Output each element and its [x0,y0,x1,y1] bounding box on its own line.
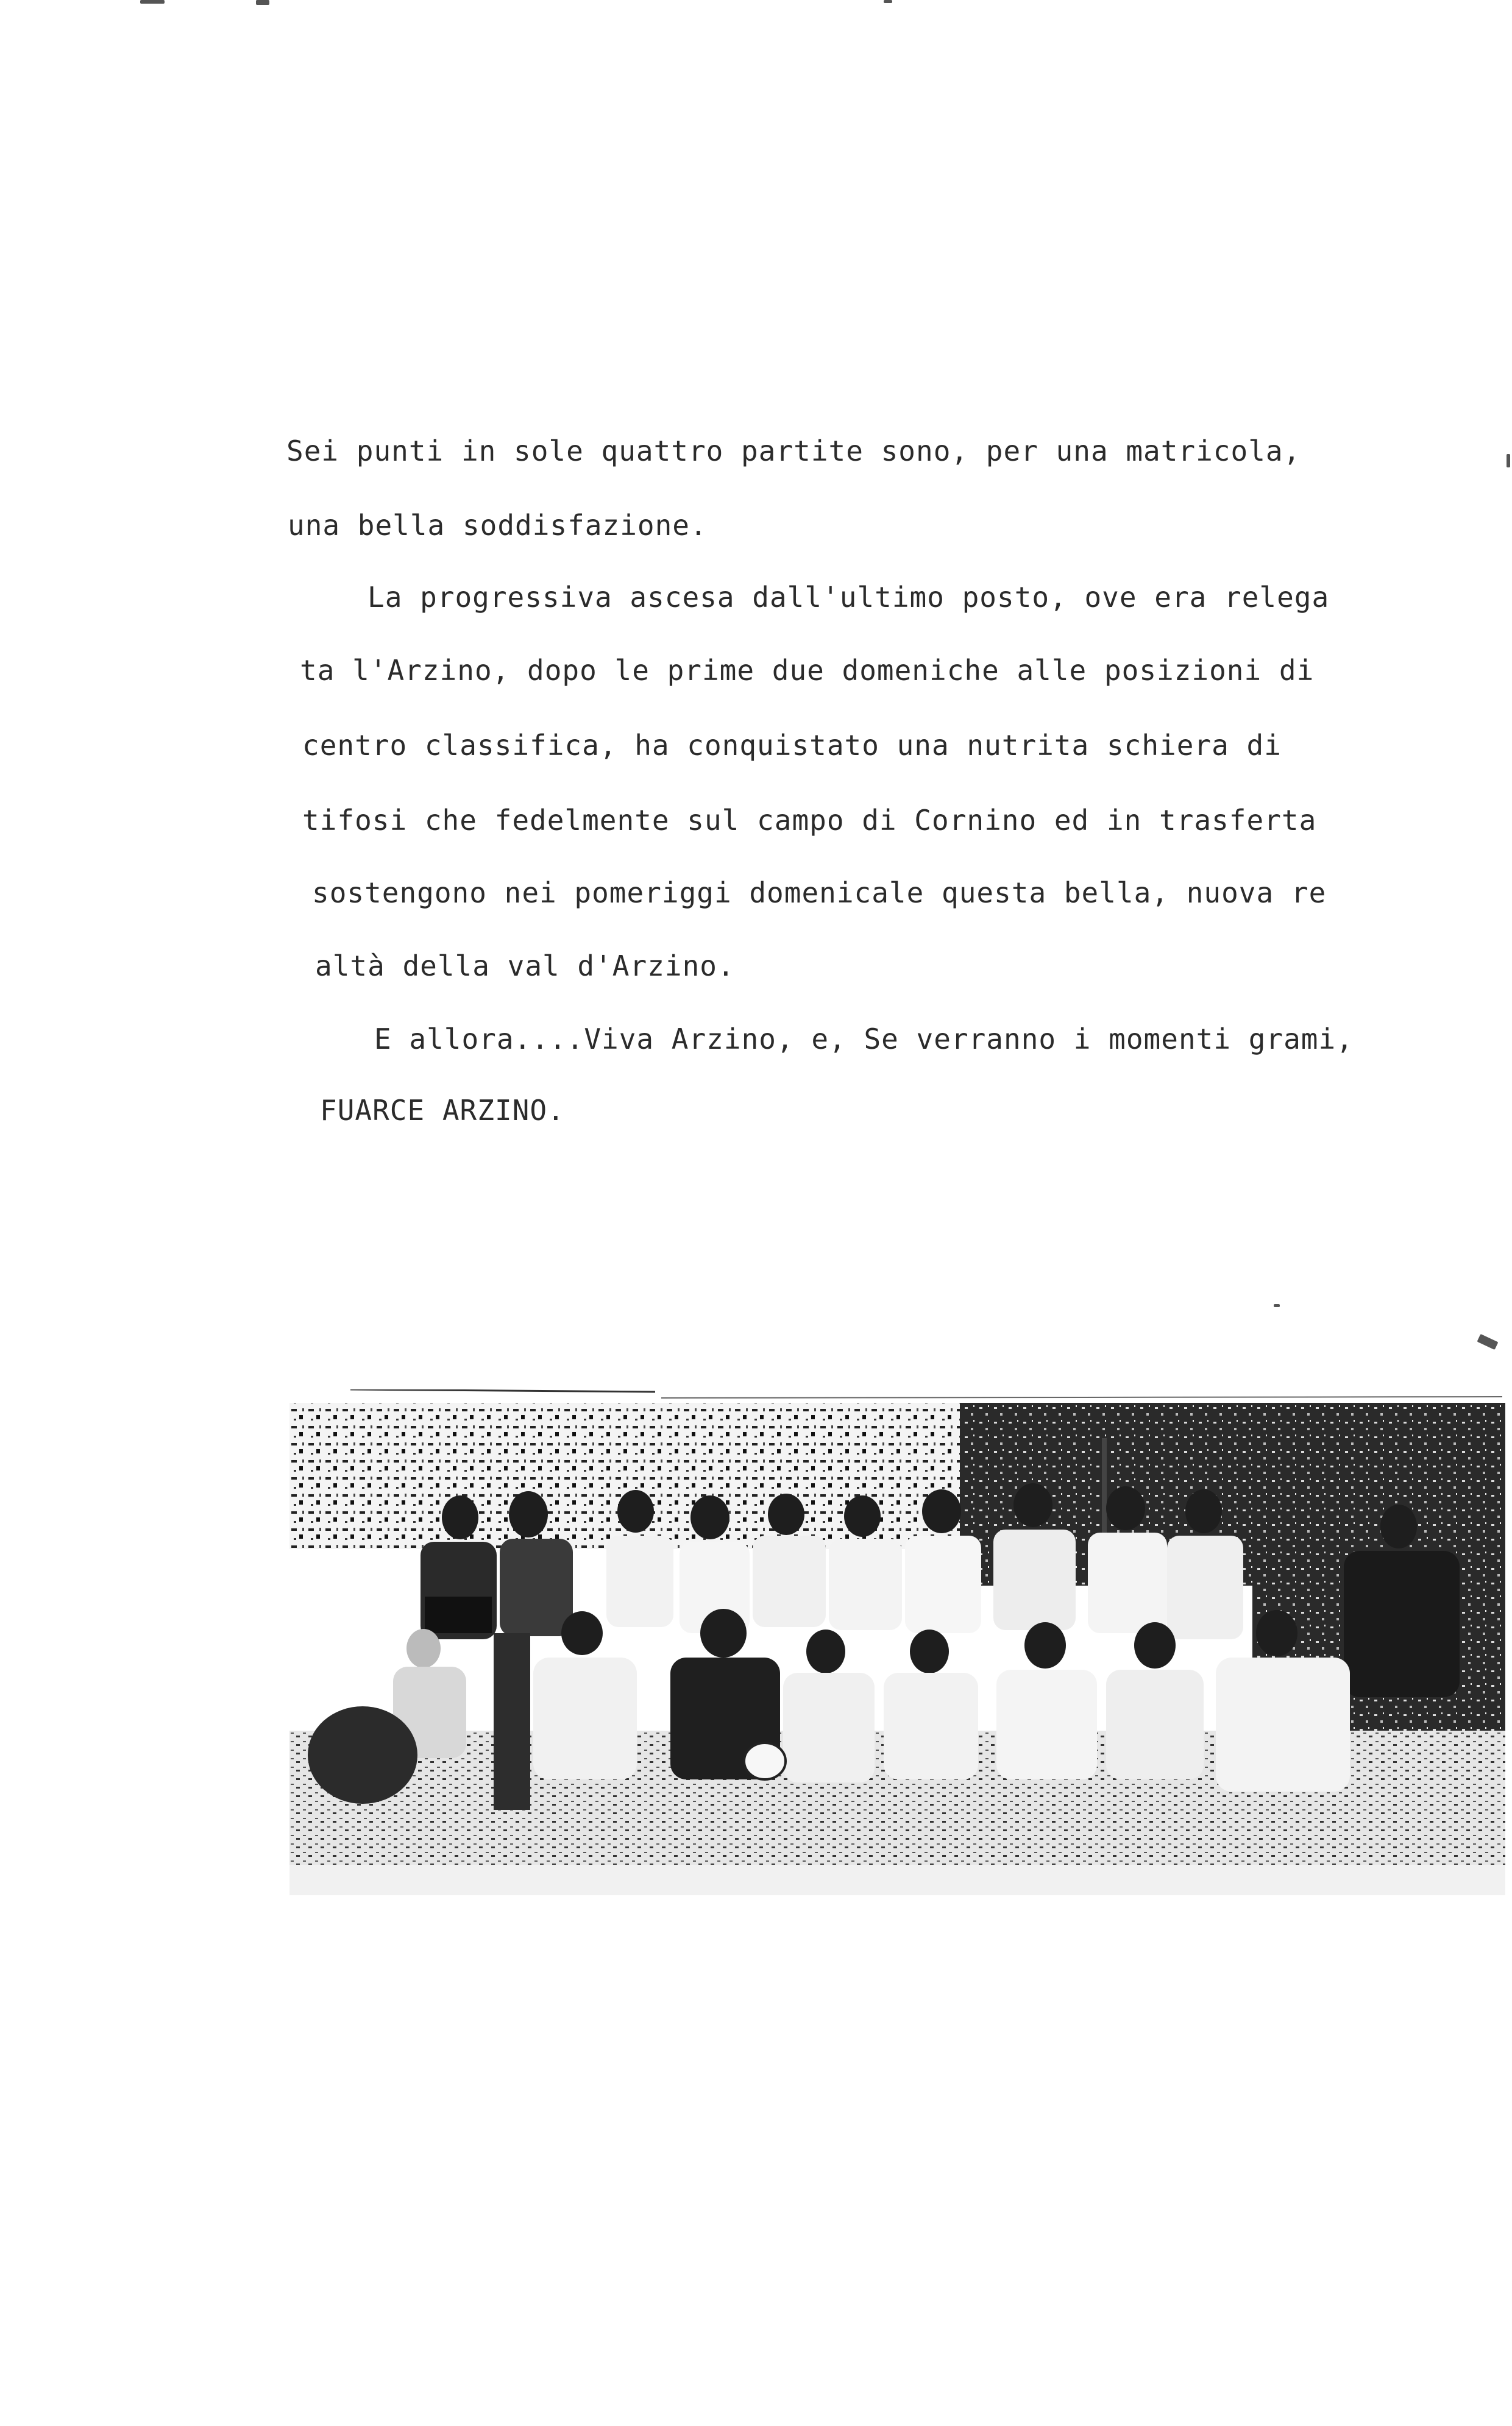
team-photo-svg [289,1389,1505,1907]
scan-mark-right-arrow [1477,1334,1499,1350]
scan-mark-top-left-2 [256,0,269,5]
text-line-2: una bella soddisfazione. [288,509,708,542]
text-line-1: Sei punti in sole quattro partite sono, per una matricola, [286,434,1301,467]
text-line-4: ta l'Arzino, dopo le prime due domeniche alle posizioni di [300,654,1315,687]
text-line-5: centro classifica, ha conquistato una nutrita schiera di [302,729,1282,762]
text-line-6: tifosi che fedelmente sul campo di Cornino ed in trasferta [302,804,1317,837]
team-photo [289,1389,1505,1907]
scan-mark-right-edge [1507,454,1510,467]
text-line-7: sostengono nei pomeriggi domenicale questa bella, nuova re [312,876,1327,909]
scan-mark-top-center [884,0,892,3]
text-line-3: La progressiva ascesa dall'ultimo posto, ove era relega [367,581,1330,614]
text-line-10: FUARCE ARZINO. [320,1094,565,1127]
scan-mark-right-mid [1274,1304,1280,1307]
text-line-9: E allora....Viva Arzino, e, Se verranno i momenti grami, [374,1023,1354,1055]
text-line-8: altà della val d'Arzino. [315,949,735,982]
scan-mark-top-left [140,0,165,4]
